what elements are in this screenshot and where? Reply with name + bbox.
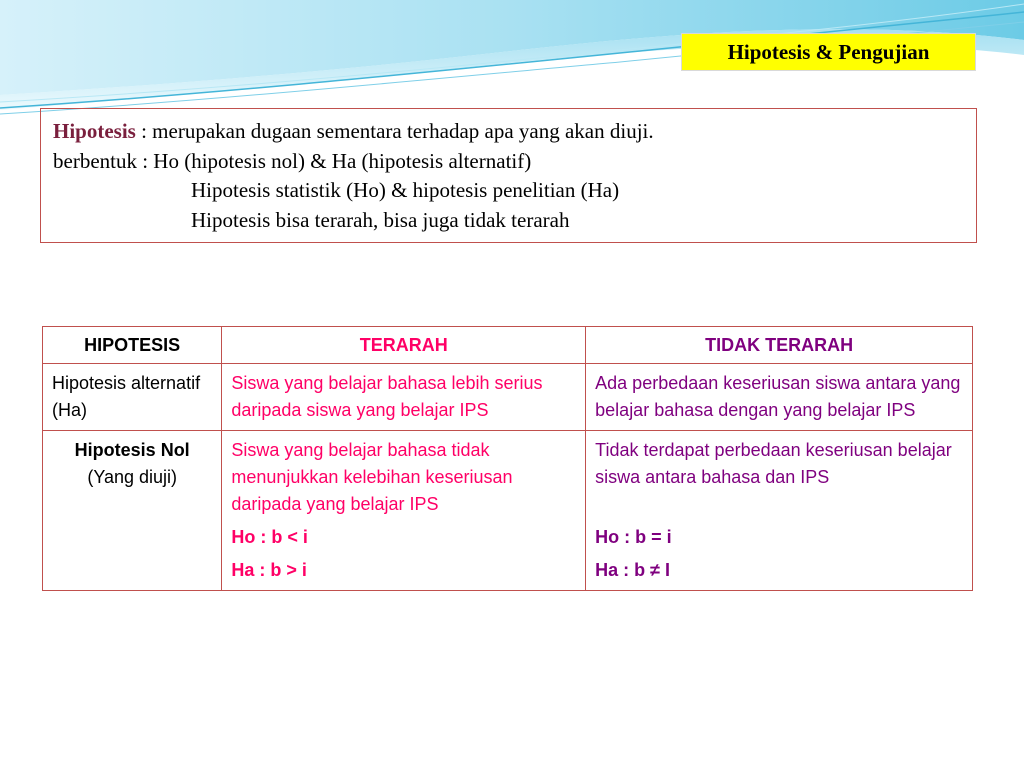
row1-hipotesis: Hipotesis alternatif (Ha) bbox=[43, 364, 222, 431]
row2-hipotesis bbox=[43, 431, 222, 591]
table-header-row bbox=[43, 327, 973, 364]
row1-tidak-terarah: Ada perbedaan keseriusan siswa antara yang belajar bahasa dengan yang belajar IPS bbox=[586, 364, 973, 431]
definition-box bbox=[40, 108, 977, 243]
row2-tidak-terarah bbox=[586, 431, 973, 591]
slide-title: Hipotesis & Pengujian bbox=[727, 39, 930, 64]
definition-line-2: berbentuk : Ho (hipotesis nol) & Ha (hipotesis alternatif) bbox=[53, 148, 532, 173]
hypothesis-table bbox=[42, 326, 973, 591]
row2-tidak-terarah-ho: Ho : b = i bbox=[595, 527, 672, 547]
row1-terarah: Siswa yang belajar bahasa lebih serius daripada siswa yang belajar IPS bbox=[222, 364, 586, 431]
row2-tidak-terarah-ha: Ha : b ≠ I bbox=[595, 560, 671, 580]
header-tidak-terarah: TIDAK TERARAH bbox=[586, 327, 973, 364]
definition-term: Hipotesis bbox=[53, 119, 136, 143]
header-terarah: TERARAH bbox=[222, 327, 586, 364]
row2-hipotesis-title: Hipotesis Nol bbox=[74, 440, 190, 460]
row2-hipotesis-sub: (Yang diuji) bbox=[87, 467, 178, 487]
row2-terarah-ha: Ha : b > i bbox=[231, 560, 307, 580]
row2-terarah-ho: Ho : b < i bbox=[231, 527, 308, 547]
definition-text: : merupakan dugaan sementara terhadap apa yang akan diuji. bbox=[135, 119, 654, 143]
definition-line-1 bbox=[53, 117, 964, 147]
table-row bbox=[43, 431, 973, 591]
definition-line-3: Hipotesis statistik (Ho) & hipotesis penelitian (Ha) bbox=[191, 178, 620, 202]
row2-tidak-terarah-text: Tidak terdapat perbedaan keseriusan belajar siswa antara bahasa dan IPS bbox=[595, 440, 952, 487]
row2-terarah-text: Siswa yang belajar bahasa tidak menunjukkan kelebihan keseriusan daripada yang belajar IPS bbox=[231, 440, 513, 514]
slide-title-box bbox=[681, 33, 976, 71]
row2-terarah bbox=[222, 431, 586, 591]
table-row bbox=[43, 364, 973, 431]
definition-line-4: Hipotesis bisa terarah, bisa juga tidak terarah bbox=[191, 207, 570, 232]
header-hipotesis: HIPOTESIS bbox=[43, 327, 222, 364]
